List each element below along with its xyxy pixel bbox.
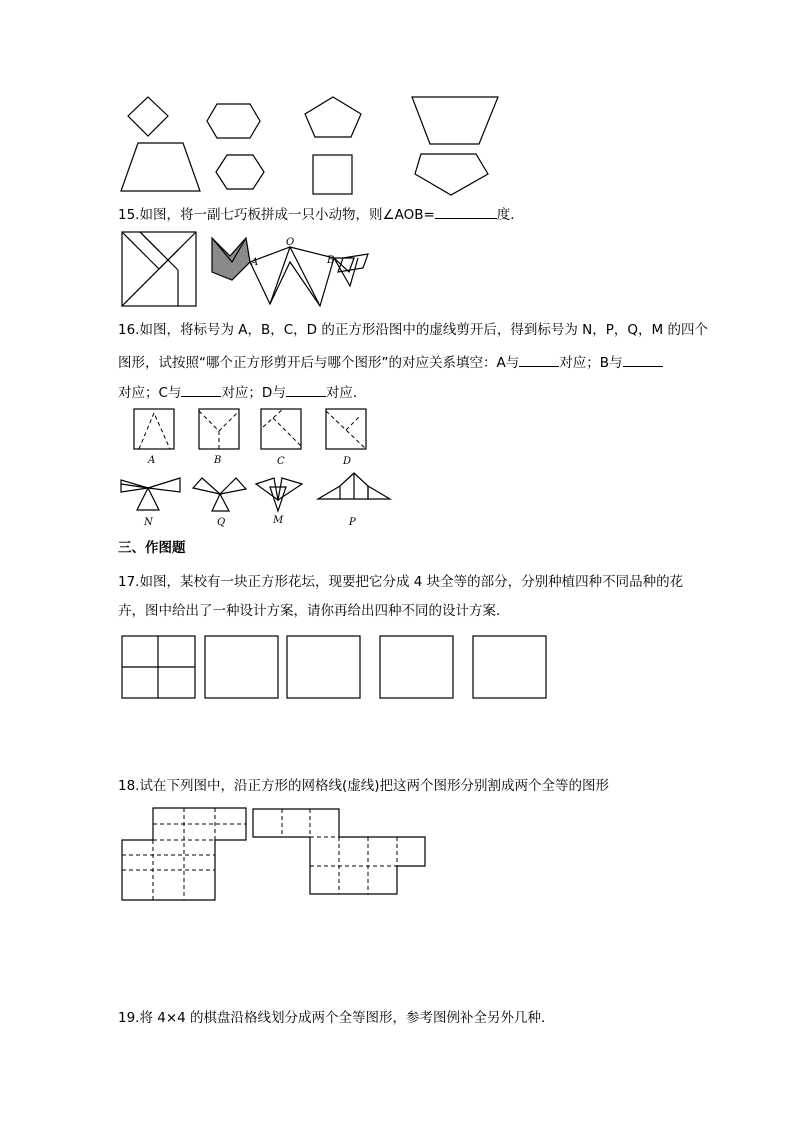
label-square-b: B xyxy=(214,455,222,466)
label-shape-n: N xyxy=(144,517,153,528)
question-17-line2: 卉，图中给出了一种设计方案，请你再给出四种不同的设计方案． xyxy=(118,603,510,619)
question-18: 18.试在下列图中，沿正方形的网格线(虚线)把这两个图形分别割成两个全等的图形 xyxy=(118,778,610,794)
label-square-c: C xyxy=(277,456,285,467)
label-shape-p: P xyxy=(349,517,356,528)
question-19: 19.将 4×4 的棋盘沿格线划分成两个全等图形，参考图例补全另外几种． xyxy=(118,1010,555,1026)
label-shape-m: M xyxy=(273,515,284,526)
label-o: O xyxy=(286,237,295,248)
section-3-title: 三、作图题 xyxy=(118,540,186,556)
label-b: B xyxy=(327,255,335,266)
question-17-line1: 17.如图，某校有一块正方形花坛，现要把它分成 4 块全等的部分，分别种植四种不同品种的花 xyxy=(118,574,684,590)
question-15-text: 15.如图，将一副七巧板拼成一只小动物，则∠AOB= xyxy=(118,207,435,223)
label-square-d: D xyxy=(343,456,352,467)
question-16-line3: 对应；C与 对应；D与 对应． xyxy=(118,382,366,403)
label-shape-q: Q xyxy=(217,517,226,528)
question-15-suffix: 度． xyxy=(496,207,524,223)
label-a: A xyxy=(251,257,259,268)
grid-figure-right xyxy=(253,809,425,894)
question-16-line2: 图形，试按照“哪个正方形剪开后与哪个图形”的对应关系填空：A与 对应；B与 xyxy=(118,352,663,373)
label-square-a: A xyxy=(148,455,156,466)
grid-figure-left xyxy=(122,808,246,900)
question-16-line1: 16.如图，将标号为 A，B，C，D 的正方形沿图中的虚线剪开后，得到标号为 N，P，Q，M 的四个 xyxy=(118,322,708,338)
